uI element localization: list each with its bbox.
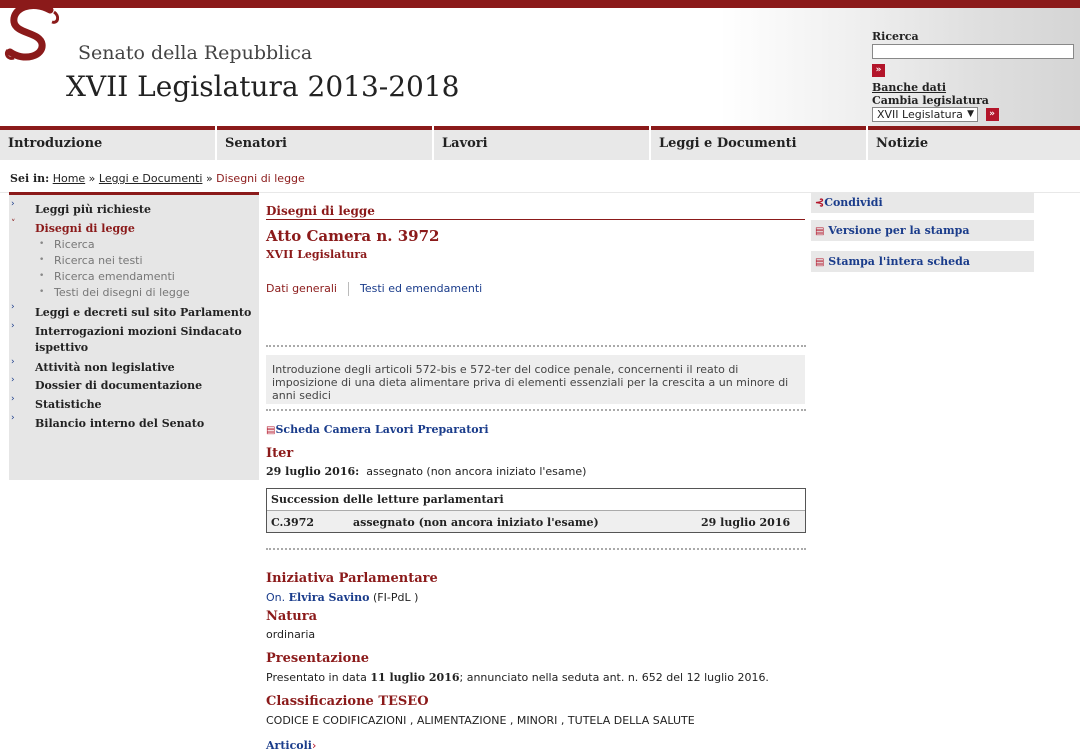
sidebar-item-leggi-richieste[interactable]: Leggi più richieste [35,203,151,216]
stampa-scheda-button[interactable]: ▤ Stampa l'intera scheda [811,251,1034,272]
tab-dati-generali[interactable]: Dati generali [266,282,337,295]
table-cell-status: assegnato (non ancora iniziato l'esame) [353,516,599,529]
cambia-legislatura-label: Cambia legislatura [872,94,989,107]
bullet-icon: • [39,239,45,249]
chevron-right-icon: › [311,739,317,752]
iter-title: Iter [266,446,294,461]
site-header [0,8,1080,126]
chevron-right-icon: › [11,321,15,331]
deputy-link[interactable]: Elvira Savino [288,591,370,604]
sidebar-item-attivita[interactable]: Attività non legislative [35,361,175,374]
chevron-right-icon: › [11,357,15,367]
senato-logo-icon [2,8,72,68]
breadcrumb [10,172,305,185]
iniziativa-title: Iniziativa Parlamentare [266,571,438,586]
section-title: Disegni di legge [266,204,375,218]
legislatura-go-button[interactable]: » [986,108,999,121]
section-divider [266,219,805,220]
sidebar-item-dossier[interactable]: Dossier di documentazione [35,379,203,392]
natura-value: ordinaria [266,628,316,641]
sidebar-subitem-ricerca-testi[interactable]: Ricerca nei testi [54,254,143,267]
breadcrumb-leggi-link[interactable]: Leggi e Documenti [98,172,203,185]
dotted-divider [266,345,806,347]
sidebar-item-leggi-decreti[interactable]: Leggi e decreti sul sito Parlamento [35,306,252,319]
legislatura-select[interactable]: XVII Legislatura ▼ [872,107,978,122]
breadcrumb-home-link[interactable]: Home [52,172,86,185]
sidebar-item-bilancio[interactable]: Bilancio interno del Senato [35,417,205,430]
breadcrumb-separator: » [205,172,213,185]
chevron-right-icon: › [11,375,15,385]
document-icon: ▤ [266,425,276,436]
table-cell-code: C.3972 [271,516,315,529]
top-bar [0,0,1080,8]
deputy-line: On. Elvira Savino (FI-PdL ) [266,591,419,604]
search-input[interactable] [872,44,1074,59]
tab-separator [348,282,349,296]
nav-lavori[interactable]: Lavori [434,126,649,160]
printer-icon: ▤ [815,226,825,237]
chevron-right-icon: › [11,302,15,312]
legislatura-label: XVII Legislatura [266,248,368,261]
chevron-right-icon: › [11,413,15,423]
summary-box: Introduzione degli articoli 572-bis e 572-ter del codice penale, concernenti il reato di imposizione di una dieta alimentare priva di elementi essenziali per la crescita a un minore di anni sedici [266,355,805,404]
chevron-right-icon: › [11,199,15,209]
search-go-button[interactable]: » [872,64,885,77]
bullet-icon: • [39,271,45,281]
stampa-button[interactable]: ▤ Versione per la stampa [811,220,1034,241]
condividi-button[interactable]: ⊰Condividi [811,192,1034,213]
tab-testi-emendamenti[interactable]: Testi ed emendamenti [360,282,483,295]
breadcrumb-current: Disegni di legge [216,172,305,185]
chevron-right-icon: › [11,394,15,404]
teseo-title: Classificazione TESEO [266,694,429,709]
search-panel [872,30,1076,122]
sidebar-item-interrogazioni-cont[interactable]: ispettivo [35,341,89,354]
bullet-icon: • [39,287,45,297]
teseo-value: CODICE E CODIFICAZIONI , ALIMENTAZIONE , MINORI , TUTELA DELLA SALUTE [266,714,695,727]
printer-icon: ▤ [815,257,825,268]
bullet-icon: • [39,255,45,265]
institution-name: Senato della Repubblica [78,42,313,64]
scheda-link[interactable]: ▤Scheda Camera Lavori Preparatori [266,423,489,436]
breadcrumb-separator: » [88,172,96,185]
main-nav [0,126,1080,160]
search-label: Ricerca [872,30,919,43]
legislature-title: XVII Legislatura 2013-2018 [66,70,460,103]
letture-table [266,488,806,533]
sidebar-item-disegni[interactable]: Disegni di legge [35,222,135,235]
table-header: Succession delle letture parlamentari [271,493,504,506]
table-row [267,510,805,532]
articoli-link[interactable]: Articoli› [266,739,317,752]
atto-title: Atto Camera n. 3972 [266,227,440,245]
breadcrumb-prefix: Sei in: [10,172,50,185]
chevron-down-icon: ▼ [967,109,974,119]
sidebar [9,192,259,480]
sidebar-item-statistiche[interactable]: Statistiche [35,398,102,411]
table-cell-date: 29 luglio 2016 [701,516,791,529]
banche-dati-link[interactable]: Banche dati [872,81,947,94]
presentazione-title: Presentazione [266,651,370,666]
dotted-divider [266,409,806,411]
sidebar-item-interrogazioni[interactable]: Interrogazioni mozioni Sindacato [35,325,242,338]
nav-introduzione[interactable]: Introduzione [0,126,215,160]
natura-title: Natura [266,609,318,624]
sidebar-subitem-ricerca-emendamenti[interactable]: Ricerca emendamenti [54,270,175,283]
presentazione-line: Presentato in data 11 luglio 2016; annunciato nella seduta ant. n. 652 del 12 luglio 2016. [266,671,769,684]
nav-notizie[interactable]: Notizie [868,126,1080,160]
sidebar-subitem-ricerca[interactable]: Ricerca [54,238,95,251]
nav-leggi-documenti[interactable]: Leggi e Documenti [651,126,866,160]
nav-senatori[interactable]: Senatori [217,126,432,160]
chevron-down-icon: ˅ [11,219,16,229]
iter-line: 29 luglio 2016: assegnato (non ancora iniziato l'esame) [266,465,587,478]
dotted-divider [266,548,806,550]
share-icon: ⊰ [815,196,825,209]
sidebar-subitem-testi[interactable]: Testi dei disegni di legge [54,286,190,299]
